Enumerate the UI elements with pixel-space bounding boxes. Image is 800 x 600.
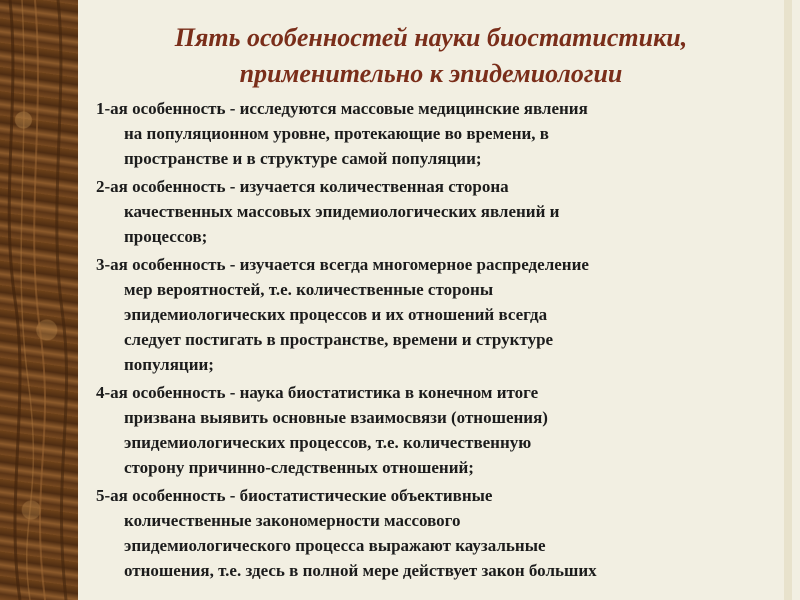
item-line: популяции; [124, 355, 214, 374]
list-item [96, 483, 770, 583]
decorative-wood-texture [0, 0, 78, 600]
item-line: эпидемиологического процесса выражают каузальные [124, 536, 546, 555]
item-line: количественные закономерности массового [124, 511, 461, 530]
item-line: 4-ая особенность - наука биостатистика в конечном итоге [96, 383, 539, 402]
title-line-1: Пять особенностей науки биостатистики, [174, 23, 688, 52]
list-item [96, 96, 770, 171]
item-line: качественных массовых эпидемиологических явлений и [124, 202, 560, 221]
item-line: 5-ая особенность - биостатистические объективные [96, 486, 493, 505]
title-line-2: применительно к эпидемиологии [239, 59, 623, 88]
slide-title [78, 20, 784, 92]
wood-grain-pattern [0, 0, 78, 600]
item-line: 2-ая особенность - изучается количественная сторона [96, 177, 509, 196]
item-line: 1-ая особенность - исследуются массовые медицинские явления [96, 99, 588, 118]
item-line: эпидемиологических процессов, т.е. количественную [124, 433, 532, 452]
item-line: 3-ая особенность - изучается всегда многомерное распределение [96, 255, 589, 274]
list-item [96, 174, 770, 249]
item-line: эпидемиологических процессов и их отношений всегда [124, 305, 548, 324]
item-line: процессов; [124, 227, 208, 246]
item-line: отношения, т.е. здесь в полной мере действует закон больших [124, 561, 597, 580]
item-line: сторону причинно-следственных отношений; [124, 458, 474, 477]
item-line: мер вероятностей, т.е. количественные стороны [124, 280, 494, 299]
slide-content [78, 0, 792, 600]
item-line: пространстве и в структуре самой популяции; [124, 149, 482, 168]
item-line: на популяционном уровне, протекающие во времени, в [124, 124, 549, 143]
item-line: следует постигать в пространстве, времени и структуре [124, 330, 554, 349]
item-line: призвана выявить основные взаимосвязи (отношения) [124, 408, 548, 427]
feature-list [78, 96, 784, 583]
list-item [96, 252, 770, 377]
list-item [96, 380, 770, 480]
